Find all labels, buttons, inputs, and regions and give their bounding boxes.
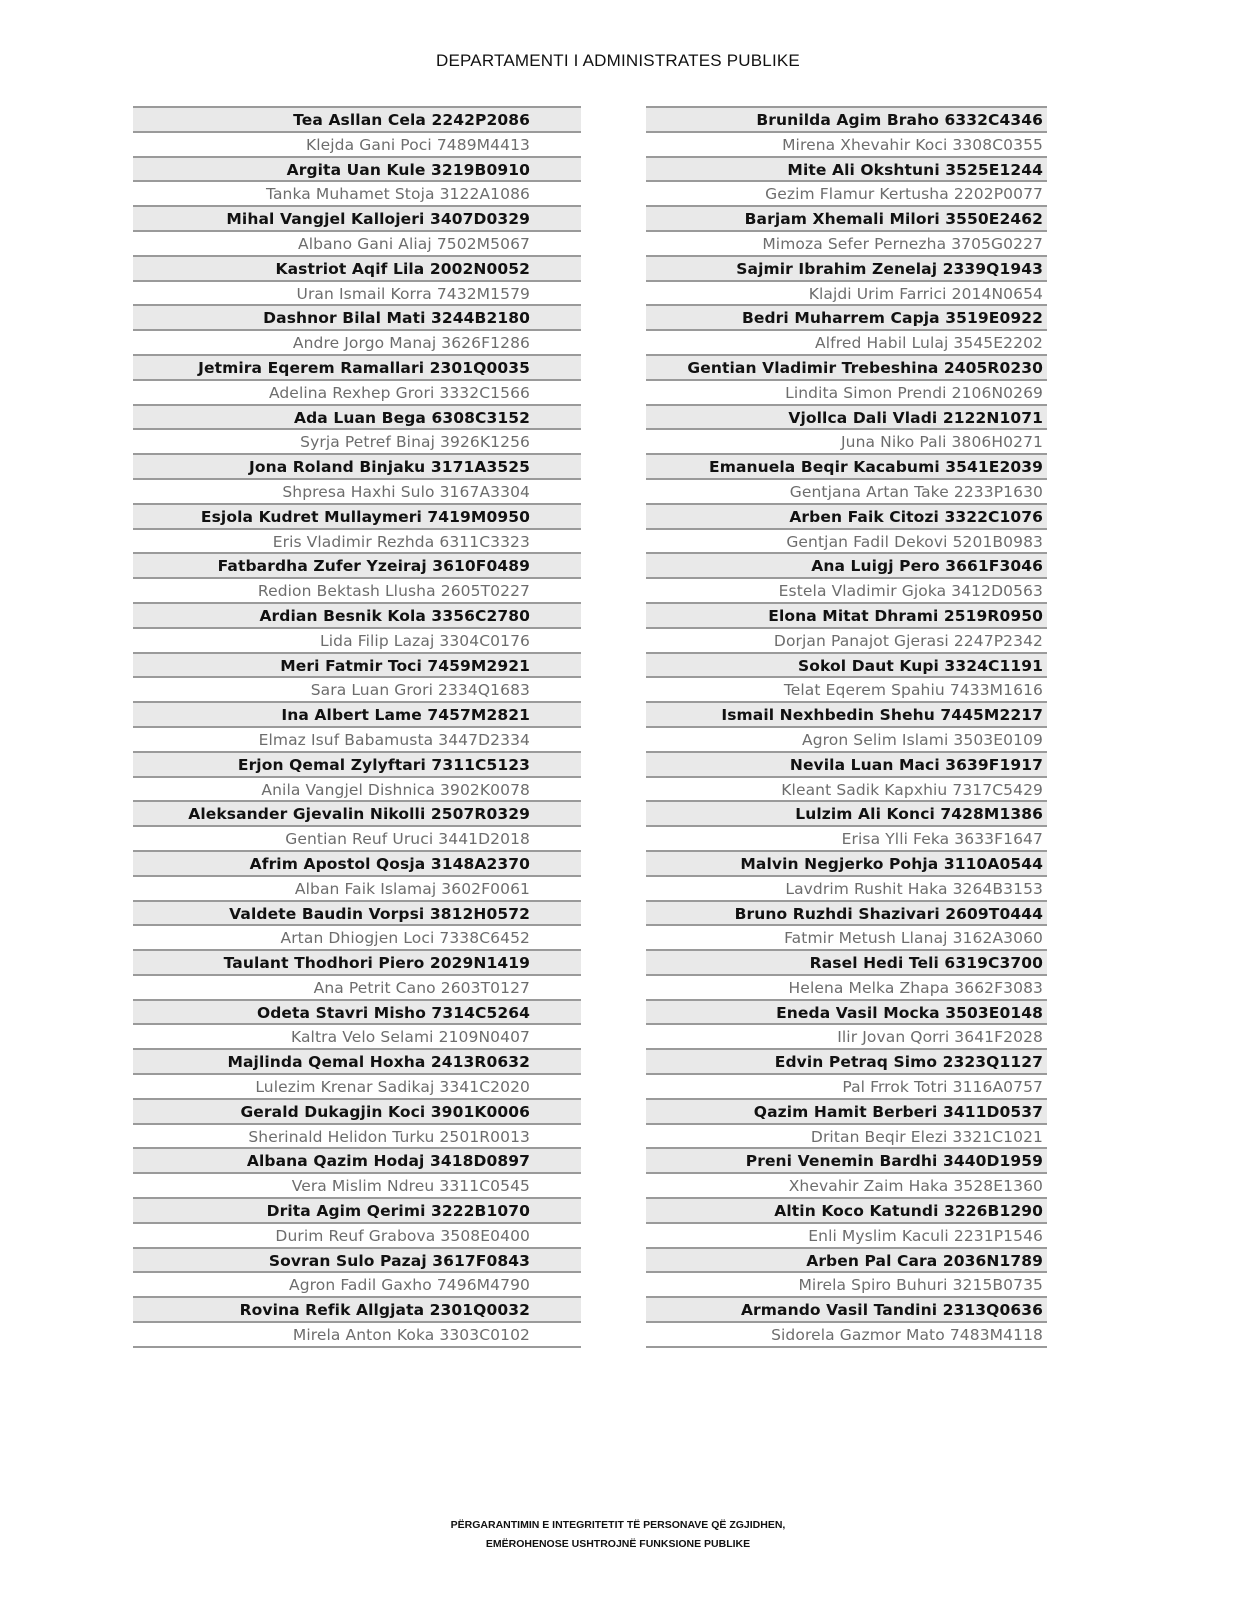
list-item: Dorjan Panajot Gjerasi 2247P2342	[646, 629, 1047, 654]
list-item: Arben Pal Cara 2036N1789	[646, 1249, 1047, 1274]
list-item: Sokol Daut Kupi 3324C1191	[646, 654, 1047, 679]
list-item: Bruno Ruzhdi Shazivari 2609T0444	[646, 902, 1047, 927]
list-item: Edvin Petraq Simo 2323Q1127	[646, 1050, 1047, 1075]
list-item: Kleant Sadik Kapxhiu 7317C5429	[646, 778, 1047, 803]
list-item: Fatbardha Zufer Yzeiraj 3610F0489	[133, 554, 581, 579]
list-item: Lindita Simon Prendi 2106N0269	[646, 381, 1047, 406]
list-item: Odeta Stavri Misho 7314C5264	[133, 1001, 581, 1026]
list-item: Eris Vladimir Rezhda 6311C3323	[133, 530, 581, 555]
footer-line-2: EMËROHENOSE USHTROJNË FUNKSIONE PUBLIKE	[485, 1538, 751, 1550]
list-item: Dashnor Bilal Mati 3244B2180	[133, 306, 581, 331]
list-item: Gezim Flamur Kertusha 2202P0077	[646, 182, 1047, 207]
list-item: Lida Filip Lazaj 3304C0176	[133, 629, 581, 654]
list-item: Altin Koco Katundi 3226B1290	[646, 1199, 1047, 1224]
document-footer	[0, 1516, 1236, 1554]
list-item: Kaltra Velo Selami 2109N0407	[133, 1025, 581, 1050]
list-item: Mimoza Sefer Pernezha 3705G0227	[646, 232, 1047, 257]
list-item: Syrja Petref Binaj 3926K1256	[133, 430, 581, 455]
list-item: Mirela Spiro Buhuri 3215B0735	[646, 1273, 1047, 1298]
list-item: Klajdi Urim Farrici 2014N0654	[646, 282, 1047, 307]
list-item: Mirela Anton Koka 3303C0102	[133, 1323, 581, 1348]
list-item: Brunilda Agim Braho 6332C4346	[646, 108, 1047, 133]
list-item: Ardian Besnik Kola 3356C2780	[133, 604, 581, 629]
list-item: Xhevahir Zaim Haka 3528E1360	[646, 1174, 1047, 1199]
list-item: Jetmira Eqerem Ramallari 2301Q0035	[133, 356, 581, 381]
list-item: Pal Frrok Totri 3116A0757	[646, 1075, 1047, 1100]
list-item: Artan Dhiogjen Loci 7338C6452	[133, 926, 581, 951]
list-item: Ina Albert Lame 7457M2821	[133, 703, 581, 728]
list-item: Taulant Thodhori Piero 2029N1419	[133, 951, 581, 976]
list-item: Sara Luan Grori 2334Q1683	[133, 678, 581, 703]
list-item: Sidorela Gazmor Mato 7483M4118	[646, 1323, 1047, 1348]
list-item: Mite Ali Okshtuni 3525E1244	[646, 158, 1047, 183]
right-rows	[646, 108, 1047, 1348]
list-item: Argita Uan Kule 3219B0910	[133, 158, 581, 183]
list-item: Rasel Hedi Teli 6319C3700	[646, 951, 1047, 976]
list-item: Sovran Sulo Pazaj 3617F0843	[133, 1249, 581, 1274]
list-item: Meri Fatmir Toci 7459M2921	[133, 654, 581, 679]
list-item: Jona Roland Binjaku 3171A3525	[133, 455, 581, 480]
list-item: Preni Venemin Bardhi 3440D1959	[646, 1149, 1047, 1174]
list-item: Sajmir Ibrahim Zenelaj 2339Q1943	[646, 257, 1047, 282]
list-item: Helena Melka Zhapa 3662F3083	[646, 976, 1047, 1001]
list-item: Sherinald Helidon Turku 2501R0013	[133, 1125, 581, 1150]
list-item: Albano Gani Aliaj 7502M5067	[133, 232, 581, 257]
list-item: Ada Luan Bega 6308C3152	[133, 406, 581, 431]
list-item: Enli Myslim Kaculi 2231P1546	[646, 1224, 1047, 1249]
list-item: Lulezim Krenar Sadikaj 3341C2020	[133, 1075, 581, 1100]
list-item: Gerald Dukagjin Koci 3901K0006	[133, 1100, 581, 1125]
list-item: Nevila Luan Maci 3639F1917	[646, 753, 1047, 778]
list-item: Ana Petrit Cano 2603T0127	[133, 976, 581, 1001]
list-item: Estela Vladimir Gjoka 3412D0563	[646, 579, 1047, 604]
list-item: Esjola Kudret Mullaymeri 7419M0950	[133, 505, 581, 530]
list-item: Ana Luigj Pero 3661F3046	[646, 554, 1047, 579]
list-item: Durim Reuf Grabova 3508E0400	[133, 1224, 581, 1249]
list-item: Mirena Xhevahir Koci 3308C0355	[646, 133, 1047, 158]
list-item: Albana Qazim Hodaj 3418D0897	[133, 1149, 581, 1174]
list-item: Rovina Refik Allgjata 2301Q0032	[133, 1298, 581, 1323]
list-item: Alban Faik Islamaj 3602F0061	[133, 877, 581, 902]
list-item: Gentjana Artan Take 2233P1630	[646, 480, 1047, 505]
list-item: Malvin Negjerko Pohja 3110A0544	[646, 852, 1047, 877]
list-item: Fatmir Metush Llanaj 3162A3060	[646, 926, 1047, 951]
list-item: Qazim Hamit Berberi 3411D0537	[646, 1100, 1047, 1125]
left-name-list	[133, 106, 581, 1348]
list-item: Erjon Qemal Zylyftari 7311C5123	[133, 753, 581, 778]
list-item: Drita Agim Qerimi 3222B1070	[133, 1199, 581, 1224]
list-item: Adelina Rexhep Grori 3332C1566	[133, 381, 581, 406]
list-item: Redion Bektash Llusha 2605T0227	[133, 579, 581, 604]
document-title: DEPARTAMENTI I ADMINISTRATES PUBLIKE	[436, 51, 800, 70]
list-item: Majlinda Qemal Hoxha 2413R0632	[133, 1050, 581, 1075]
list-item: Afrim Apostol Qosja 3148A2370	[133, 852, 581, 877]
list-item: Gentian Vladimir Trebeshina 2405R0230	[646, 356, 1047, 381]
list-item: Uran Ismail Korra 7432M1579	[133, 282, 581, 307]
list-item: Tea Asllan Cela 2242P2086	[133, 108, 581, 133]
right-name-list	[646, 106, 1047, 1348]
list-item: Klejda Gani Poci 7489M4413	[133, 133, 581, 158]
list-item: Elona Mitat Dhrami 2519R0950	[646, 604, 1047, 629]
list-item: Juna Niko Pali 3806H0271	[646, 430, 1047, 455]
list-item: Vera Mislim Ndreu 3311C0545	[133, 1174, 581, 1199]
list-item: Dritan Beqir Elezi 3321C1021	[646, 1125, 1047, 1150]
list-item: Anila Vangjel Dishnica 3902K0078	[133, 778, 581, 803]
list-item: Mihal Vangjel Kallojeri 3407D0329	[133, 207, 581, 232]
list-item: Alfred Habil Lulaj 3545E2202	[646, 331, 1047, 356]
list-item: Armando Vasil Tandini 2313Q0636	[646, 1298, 1047, 1323]
list-item: Emanuela Beqir Kacabumi 3541E2039	[646, 455, 1047, 480]
left-rows	[133, 108, 581, 1348]
list-item: Eneda Vasil Mocka 3503E0148	[646, 1001, 1047, 1026]
list-item: Gentian Reuf Uruci 3441D2018	[133, 827, 581, 852]
list-item: Barjam Xhemali Milori 3550E2462	[646, 207, 1047, 232]
list-item: Ilir Jovan Qorri 3641F2028	[646, 1025, 1047, 1050]
list-item: Lulzim Ali Konci 7428M1386	[646, 802, 1047, 827]
list-item: Ismail Nexhbedin Shehu 7445M2217	[646, 703, 1047, 728]
list-item: Elmaz Isuf Babamusta 3447D2334	[133, 728, 581, 753]
list-item: Gentjan Fadil Dekovi 5201B0983	[646, 530, 1047, 555]
list-item: Aleksander Gjevalin Nikolli 2507R0329	[133, 802, 581, 827]
list-item: Valdete Baudin Vorpsi 3812H0572	[133, 902, 581, 927]
list-item: Vjollca Dali Vladi 2122N1071	[646, 406, 1047, 431]
list-item: Lavdrim Rushit Haka 3264B3153	[646, 877, 1047, 902]
list-item: Arben Faik Citozi 3322C1076	[646, 505, 1047, 530]
list-item: Andre Jorgo Manaj 3626F1286	[133, 331, 581, 356]
list-item: Bedri Muharrem Capja 3519E0922	[646, 306, 1047, 331]
list-item: Agron Selim Islami 3503E0109	[646, 728, 1047, 753]
footer-line-1: PËRGARANTIMIN E INTEGRITETIT TË PERSONAVE QË ZGJIDHEN,	[450, 1519, 786, 1531]
list-item: Telat Eqerem Spahiu 7433M1616	[646, 678, 1047, 703]
list-item: Agron Fadil Gaxho 7496M4790	[133, 1273, 581, 1298]
list-item: Shpresa Haxhi Sulo 3167A3304	[133, 480, 581, 505]
list-item: Tanka Muhamet Stoja 3122A1086	[133, 182, 581, 207]
list-item: Erisa Ylli Feka 3633F1647	[646, 827, 1047, 852]
list-item: Kastriot Aqif Lila 2002N0052	[133, 257, 581, 282]
